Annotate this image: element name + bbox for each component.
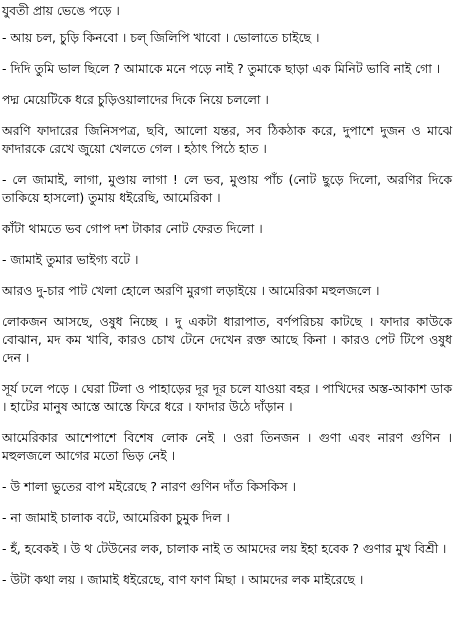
paragraph: - না জামাই চালাক বটে, আমেরিকা চুমুক দিল ।	[2, 510, 230, 525]
paragraph: পদ্ম মেয়েটিকে ধরে চুড়িওয়ালাদের দিকে নিয়ে চললো ।	[2, 92, 269, 107]
paragraph: লোকজন আসছে, ওষুধ নিচ্ছে । দু একটা ধারাপাত, বর্ণপরিচয় কাটছে । ফাদার কাউকে বোঝান, মদ কম খাবি, কারও চোখ টেনে দেখেন রক্ত আছে কিনা । কারও পেট টিপে ওষুধ দেন ।	[2, 314, 452, 365]
paragraph: আরও দু-চার পাট খেলা হোলে অরণি মুরগা লড়াইয়ে । আমেরিকা মহুলজলে ।	[2, 283, 380, 298]
paragraph: যুবতী প্রায় ভেঙে পড়ে ।	[2, 3, 120, 18]
paragraph: - আয় চল, চুড়ি কিনবো । চল্‌ জিলিপি খাবো । ভোলাতে চাইছে ।	[2, 30, 320, 45]
paragraph: - উ শালা ভুতের বাপ মইরেছে ? নারণ গুণিন দাঁত কিসকিস ।	[2, 479, 296, 494]
paragraph: কাঁটা থামতে ভব গোপ দশ টাকার নোট ফেরত দিলো ।	[2, 221, 263, 236]
paragraph: - উটা কথা লয় । জামাই ধইরেছে, বাণ ফাণ মিছা । আমদের লক মাইরেছে ।	[2, 572, 364, 587]
paragraph: আমেরিকার আশেপাশে বিশেষ লোক নেই । ওরা তিনজন । গুণা এবং নারণ গুণিন । মহুলজলে আগের মতো ভিড় নেই ।	[2, 430, 452, 463]
paragraph: - জামাই তুমার ভাইগ্য বটে ।	[2, 252, 139, 267]
paragraph: - লে জামাই, লাগা, মুণ্ডায় লাগা ! লে ভব, মুণ্ডায় পাঁচ (নোট ছুড়ে দিলো, অরণির দিকে তাকিয়ে হাসলো) তুমায় ধইরেছি, আমেরিকা ।	[2, 172, 452, 205]
paragraph: - দিদি তুমি ভাল ছিলে ? আমাকে মনে পড়ে নাই ? তুমাকে ছাড়া এক মিনিট ভাবি নাই গো ।	[2, 61, 441, 76]
paragraph: অরণি ফাদারের জিনিসপত্র, ছবি, আলো যন্তর, সব ঠিকঠাক করে, দুপাশে দুজন ও মাঝে ফাদারকে রেখে জুয়ো খেলতে গেল । হঠাৎ পিঠে হাত ।	[2, 123, 452, 156]
paragraph: - হঁ, হবেকই । উ থ টেউনের লক, চালাক নাই ত আমদের লয় ইহা হবেক ? গুণার মুখ বিশ্রী ।	[2, 541, 447, 556]
document-body	[2, 2, 452, 602]
paragraph: সূর্য ঢলে পড়ে । ঘেরা টিলা ও পাহাড়ের দূর দূর চলে যাওয়া বহর । পাখিদের অস্ত-আকাশ ডাক । হাটের মানুষ আস্তে আস্তে ফিরে ধরে । ফাদার উঠে দাঁড়ান ।	[2, 381, 452, 414]
